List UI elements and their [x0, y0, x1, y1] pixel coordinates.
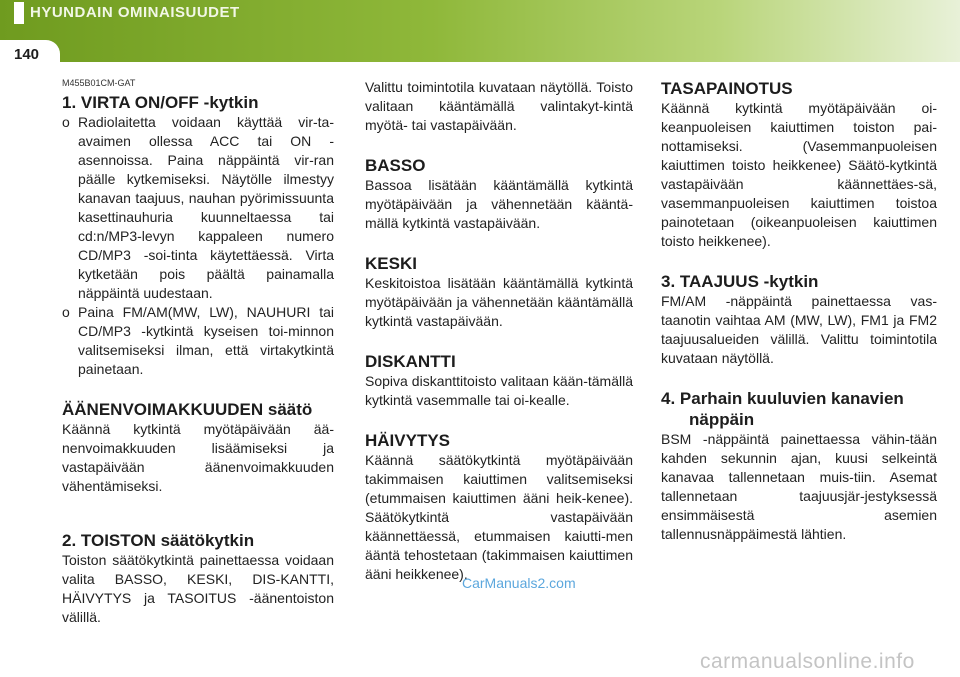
column-3 — [661, 78, 937, 544]
section-text-diskantti: Sopiva diskanttitoisto valitaan kään-tämällä kytkintä vasemmalle tai oi-kealle. — [365, 373, 633, 408]
section-text-volume: Käännä kytkintä myötäpäivään ää-nenvoimakkuuden lisäämiseksi ja vastapäivään äänenvoimakkuuden vähentämiseksi. — [62, 421, 334, 494]
chapter-title-text: HYUNDAIN OMINAISUUDET — [30, 4, 240, 21]
intro-text: Valittu toimintotila kuvataan näytöllä. Toisto valitaan kääntämällä valintakyt-kintä myötä- tai vastapäivään. — [365, 79, 633, 133]
section-title-taajuus: 3. TAAJUUS -kytkin — [661, 272, 819, 291]
section-text-keski: Keskitoistoa lisätään kääntämällä kytkintä myötäpäivään ja vähennetään kääntämällä kytkintä vastapäivään. — [365, 275, 633, 329]
list-item — [62, 303, 334, 379]
chapter-title — [30, 4, 240, 21]
section-text-haivytys: Käännä säätökytkintä myötäpäivään takimmaisen kaiuttimen valitsemiseksi (etummaisen kaiuttimen ääni heik-kenee). Säätökytkintä vastapäivään käännettäessä, etummaisen kaiutti-men ääntä tehostetaan (takimmaisen kaiuttimen ääni heikkenee). — [365, 452, 633, 582]
bullet-marker: o — [62, 304, 70, 320]
list-item — [62, 113, 334, 303]
section-title-volume: ÄÄNENVOIMAKKUUDEN säätö — [62, 400, 313, 419]
section-text-tone-control: Toiston säätökytkintä painettaessa voidaan valita BASSO, KESKI, DIS-KANTTI, HÄIVYTYS ja TASOITUS -äänentoiston välillä. — [62, 552, 334, 625]
section-title-power-switch: 1. VIRTA ON/OFF -kytkin — [62, 93, 259, 112]
section-title-tasapainotus: TASAPAINOTUS — [661, 79, 793, 98]
section-title-haivytys: HÄIVYTYS — [365, 431, 451, 450]
section-text-basso: Bassoa lisätään kääntämällä kytkintä myötäpäivään ja vähennetään kääntä-mällä kytkintä vastapäivään. — [365, 177, 633, 231]
section-text-taajuus: FM/AM -näppäintä painettaessa vas-taanotin vaihtaa AM (MW, LW), FM1 ja FM2 taajuusalueiden välillä. Valittu toimintotila kuvataan näytöllä. — [661, 293, 937, 366]
watermark-site: carmanualsonline.info — [700, 650, 915, 673]
column-2 — [365, 78, 633, 584]
section-text-parhain: BSM -näppäintä painettaessa vähin-tään kahden sekunnin ajan, kuusi selkeintä kanavaa tallennetaan muis-tiin. Asemat tallennetaan taajuusjär-jestyksessä ensimmäisestä asemien tallennusnäppäimestä lähtien. — [661, 431, 937, 542]
list-item-text: Radiolaitetta voidaan käyttää vir-ta-avaimen ollessa ACC tai ON -asennoissa. Paina näppäintä vir-ran päälle kytkemiseksi. Näytölle ilmestyy kanavan taajuus, nauhan pyörimissuunta kasettinauhuria kuunneltaessa tai cd:n/MP3-levyn kappaleen numero CD/MP3 -soi-tinta käytettäessä. Virta kytketään pois päältä painamalla näppäintä uudestaan. — [78, 114, 334, 301]
section-title-basso: BASSO — [365, 156, 426, 175]
section-title-parhain-line-2: näppäin — [689, 410, 755, 429]
section-title-tone-control: 2. TOISTON säätökytkin — [62, 531, 255, 550]
document-code: M455B01CM-GAT — [62, 78, 136, 88]
section-text-tasapainotus: Käännä kytkintä myötäpäivään oi-keanpuoleisen kaiuttimen toiston pai-nottamiseksi. (Vasemmanpuoleisen kaiuttimen toisto heikkenee) Säätö-kytkintä vastapäivään käännettäes-sä, vasemmanpuoleisen kaiuttimen toistoa painotetaan (oikeanpuoleisen kaiuttimen toisto heikkenee). — [661, 100, 937, 249]
chapter-number-marker — [14, 2, 24, 24]
column-1 — [62, 78, 334, 627]
list-item-text: Paina FM/AM(MW, LW), NAUHURI tai CD/MP3 -kytkintä kyseisen toi-minnon valitsemiseksi ilman, että virtakytkintä painetaan. — [78, 304, 334, 377]
section-title-diskantti: DISKANTTI — [365, 352, 456, 371]
page-number: 140 — [14, 46, 40, 63]
section-title-parhain-line-1: 4. Parhain kuuluvien kanavien — [661, 389, 904, 408]
watermark-brand: CarManuals2.com — [462, 575, 576, 591]
bullet-marker: o — [62, 114, 70, 130]
section-title-keski: KESKI — [365, 254, 417, 273]
